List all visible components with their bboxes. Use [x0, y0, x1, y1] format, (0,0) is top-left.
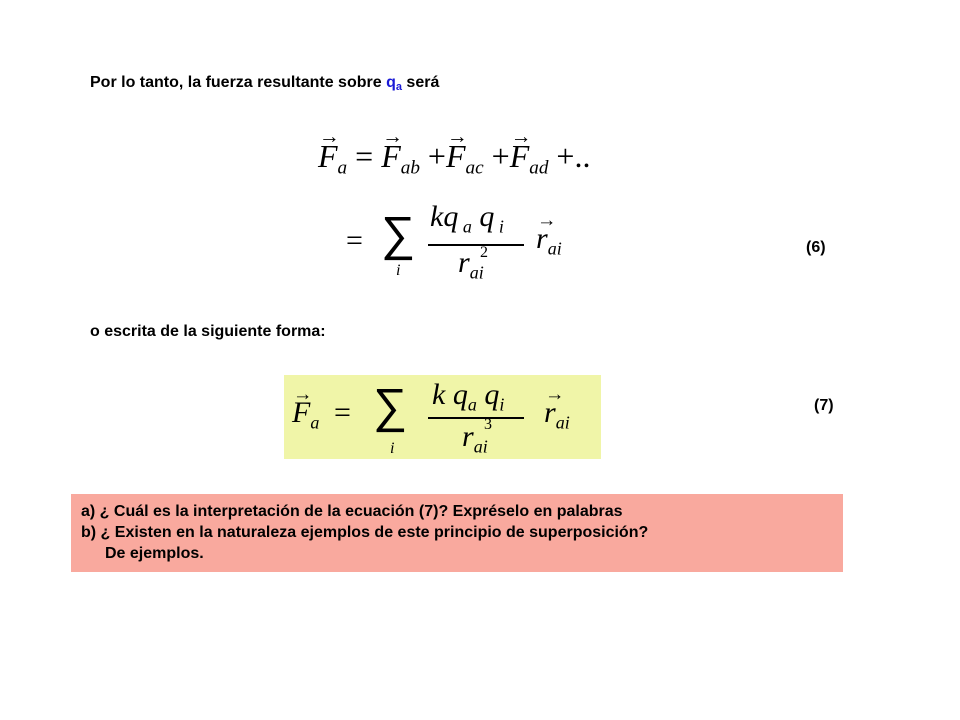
equals-sign: = [346, 224, 363, 257]
sigma-symbol: ∑ [381, 206, 416, 262]
numerator-7: k $q_a$ $q_i$ [432, 378, 505, 415]
question-a: a) ¿ Cuál es la interpretación de la ecuación (7)? Expréselo en palabras [81, 503, 623, 520]
denominator-7: $r_{ai}$ 3 [462, 416, 492, 457]
unit-vector-7: → $r_{ai}$ [544, 396, 570, 433]
charge-symbol: qa [386, 74, 402, 93]
question-box [71, 494, 843, 572]
force-vector: → $F_a$ [292, 396, 319, 433]
equals-sign-7: = [334, 396, 351, 429]
equation-number-6: (6) [806, 239, 826, 256]
question-b: b) ¿ Existen en la naturaleza ejemplos de este principio de superposición? [81, 524, 649, 541]
intro-tail: será [401, 74, 440, 91]
numerator: kq $_a$ q $_i$ [430, 200, 504, 237]
denominator: $r_{ai}$ 2 [458, 244, 488, 283]
fraction-bar-7 [428, 417, 524, 419]
intro-main: Por lo tanto, la fuerza resultante sobre [90, 74, 387, 91]
intro-text [90, 74, 439, 93]
question-b-continued: De ejemplos. [105, 545, 204, 562]
equation-number-7: (7) [814, 397, 834, 414]
sum-index-7: i [390, 440, 395, 457]
form-text: o escrita de la siguiente forma: [90, 323, 326, 340]
unit-vector: → $r_{ai}$ [536, 222, 562, 259]
sigma-symbol-7: ∑ [373, 378, 408, 434]
sum-index: i [396, 262, 401, 279]
equation-sum-forces: → $F_a$ = → $F_{ab} +\to F_{ac} +\to F_{ad}$ +.. [318, 138, 590, 180]
